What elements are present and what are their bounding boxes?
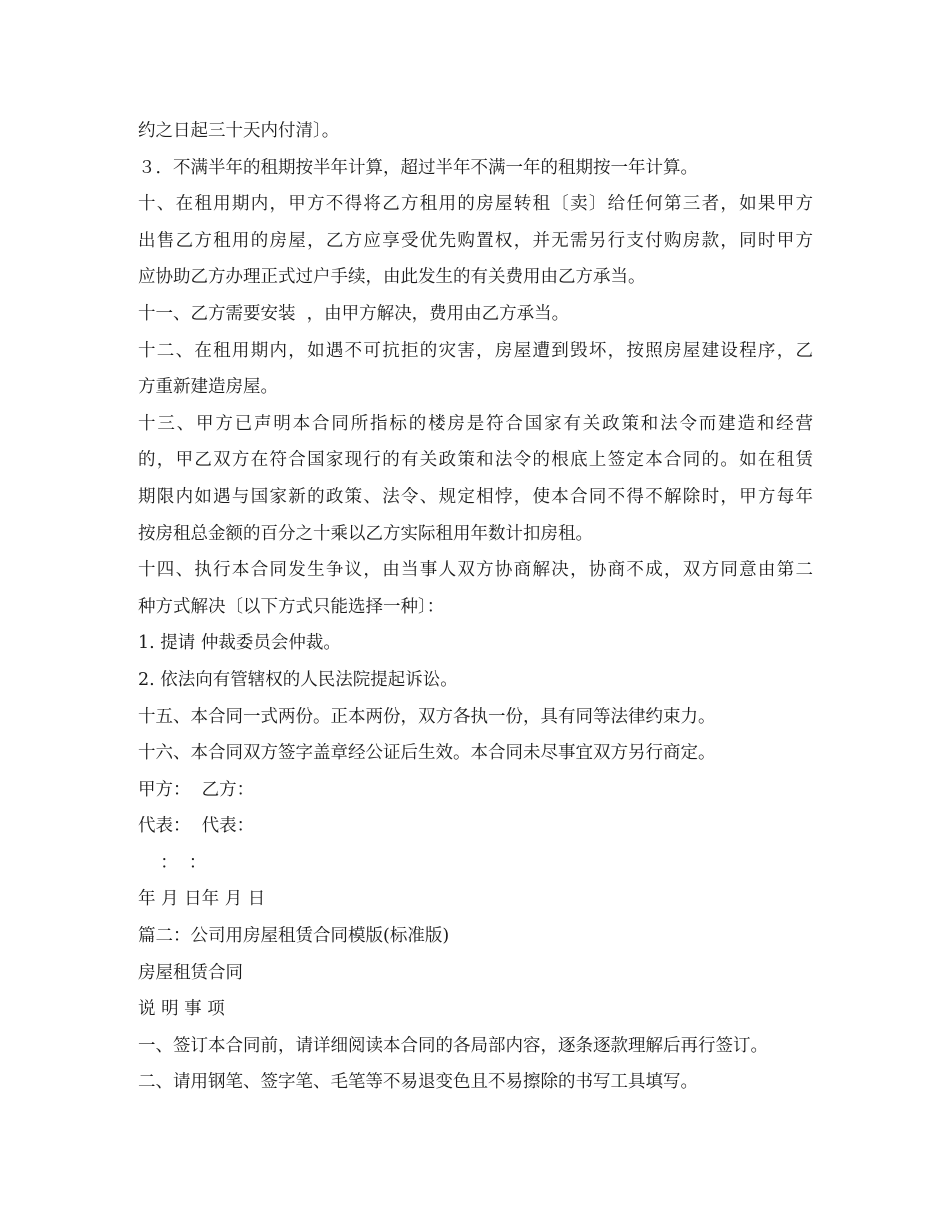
text-line: 约之日起三十天内付清〕。: [138, 121, 340, 141]
text-line: 一、签订本合同前，请详细阅读本合同的各局部内容，逐条逐款理解后再行签订。: [138, 1035, 768, 1056]
text-line: 1. 提请 仲裁委员会仲裁。: [138, 633, 341, 654]
text-line: 十五、本合同一式两份。正本两份，双方各执一份，具有同等法律约束力。: [138, 706, 716, 727]
signature-label-line: 甲方： 乙方：: [138, 779, 255, 800]
text-line: 十、在租用期内，甲方不得将乙方租用的房屋转租〔卖〕给任何第三者，如果甲方: [138, 194, 813, 215]
signature-label-line: 代表： 代表：: [138, 816, 255, 837]
text-line: 十三、甲方已声明本合同所指标的楼房是符合国家有关政策和法令而建造和经营: [138, 413, 813, 434]
section-heading: 篇二：公司用房屋租赁合同模版(标准版): [138, 926, 450, 947]
text-line: 十六、本合同双方签字盖章经公证后生效。本合同未尽事宜双方另行商定。: [138, 743, 716, 764]
text-line: 十二、在租用期内，如遇不可抗拒的灾害，房屋遭到毁坏，按照房屋建设程序，乙: [138, 340, 813, 361]
text-line: 十一、乙方需要安装 ，由甲方解决，费用由乙方承当。: [138, 303, 570, 324]
text-line: 的，甲乙双方在符合国家现行的有关政策和法令的根底上签定本合同的。如在租赁: [138, 450, 813, 471]
signature-label-line: ： ：: [138, 852, 207, 873]
text-line: 2. 依法向有管辖权的人民法院提起诉讼。: [138, 669, 458, 690]
text-line: 方重新建造房屋。: [138, 377, 278, 398]
text-line: 期限内如遇与国家新的政策、法令、规定相悖，使本合同不得不解除时，甲方每年: [138, 486, 813, 507]
text-line: 按房租总金额的百分之十乘以乙方实际租用年数计扣房租。: [138, 523, 593, 544]
text-line: 出售乙方租用的房屋，乙方应享受优先购置权，并无需另行支付购房款，同时甲方: [138, 230, 813, 251]
text-line: 应协助乙方办理正式过户手续，由此发生的有关费用由乙方承当。: [138, 267, 646, 288]
document-body: [138, 113, 813, 1101]
text-line: 种方式解决〔以下方式只能选择一种〕：: [138, 596, 445, 617]
text-line: 十四、执行本合同发生争议，由当事人双方协商解决，协商不成，双方同意由第二: [138, 560, 813, 581]
text-line: ３．不满半年的租期按半年计算，超过半年不满一年的租期按一年计算。: [138, 157, 698, 178]
subsection-heading: 说 明 事 项: [138, 999, 225, 1020]
date-line: 年 月 日年 月 日: [138, 889, 266, 910]
document-title: 房屋租赁合同: [138, 962, 243, 983]
text-line: 二、请用钢笔、签字笔、毛笔等不易退变色且不易擦除的书写工具填写。: [138, 1072, 698, 1093]
